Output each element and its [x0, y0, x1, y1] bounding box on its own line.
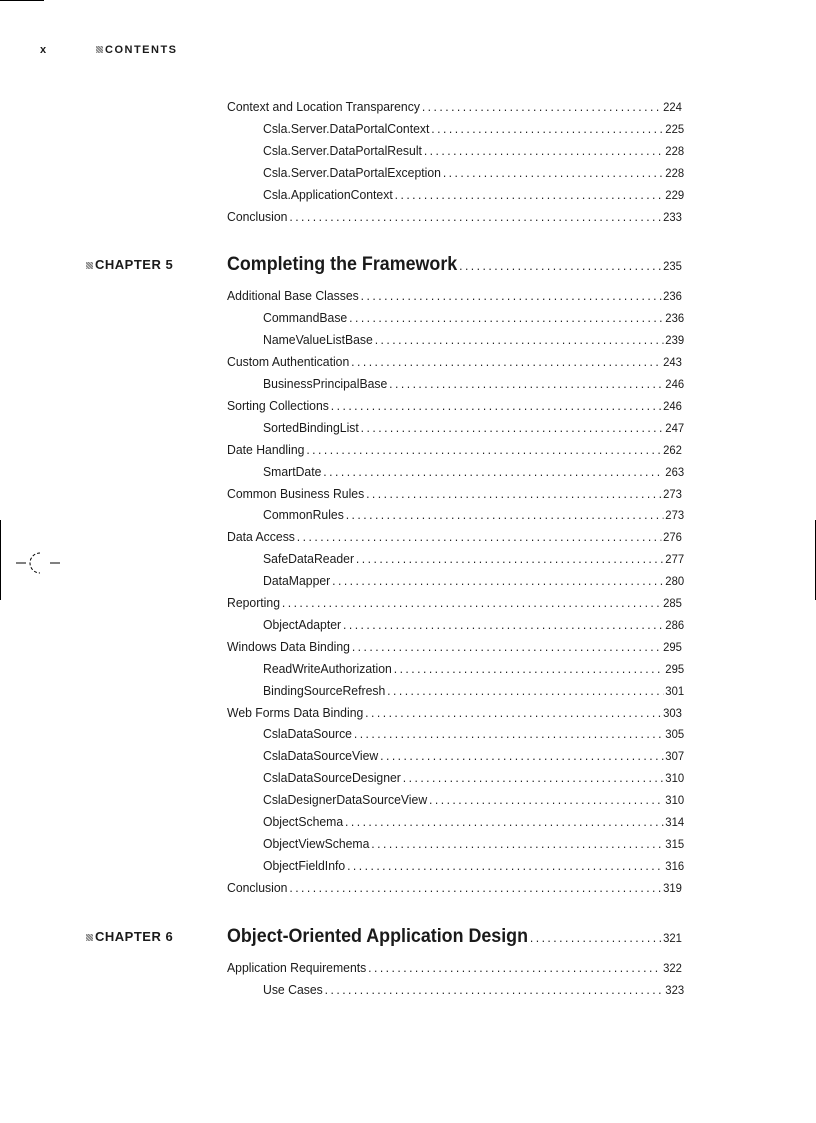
toc-entry-page: 310	[665, 771, 685, 786]
dot-leader	[351, 354, 661, 369]
toc-entry-title: CslaDataSourceDesigner	[263, 770, 401, 786]
toc-entry[interactable]	[263, 165, 684, 180]
toc-entry-page: 301	[665, 683, 685, 698]
section-marker-icon	[96, 46, 103, 53]
toc-entry-page: 286	[665, 617, 685, 632]
toc-entry-page: 262	[663, 442, 682, 457]
toc-entry-page: 224	[663, 100, 682, 114]
toc-entry[interactable]	[227, 209, 682, 224]
dot-leader	[403, 770, 664, 785]
dot-leader	[429, 792, 663, 807]
toc-entry-page: 280	[665, 574, 685, 589]
toc-chapter-entry[interactable]	[227, 926, 682, 948]
toc-entry[interactable]	[263, 187, 684, 202]
dot-leader	[297, 529, 661, 544]
crop-mark-top	[0, 0, 44, 1]
toc-entry[interactable]	[227, 288, 682, 303]
dot-leader	[395, 187, 664, 202]
dot-leader	[422, 99, 661, 114]
dot-leader	[361, 288, 662, 303]
toc-entry-title: Conclusion	[227, 879, 288, 895]
registration-mark-icon	[16, 548, 60, 578]
dot-leader	[352, 639, 661, 654]
toc-entry-title: BindingSourceRefresh	[263, 682, 386, 698]
dot-leader	[375, 332, 664, 347]
toc-entry-title: Sorting Collections	[227, 397, 329, 413]
toc-entry-title: ReadWriteAuthorization	[263, 660, 392, 676]
dot-leader	[424, 143, 664, 158]
toc-entry[interactable]	[227, 960, 682, 975]
dot-leader	[343, 617, 663, 632]
toc-entry[interactable]	[263, 661, 684, 676]
toc-entry[interactable]	[263, 464, 684, 479]
toc-entry-title: SafeDataReader	[263, 551, 355, 567]
crop-mark-left	[0, 520, 1, 600]
toc-entry-page: 315	[665, 836, 685, 851]
toc-entry-title: Completing the Framework	[227, 254, 458, 276]
toc-entry[interactable]	[263, 836, 684, 851]
toc-entry-title: Additional Base Classes	[227, 288, 359, 304]
toc-entry-title: Csla.ApplicationContext	[263, 186, 393, 202]
dot-leader	[365, 705, 661, 720]
toc-entry-title: CommonRules	[263, 507, 344, 523]
toc-entry-page: 243	[663, 355, 682, 370]
toc-entry-page: 319	[663, 880, 682, 895]
dot-leader	[356, 551, 663, 566]
dot-leader	[389, 376, 663, 391]
chapter-label	[86, 929, 173, 944]
toc-entry-page: 273	[665, 508, 685, 523]
dot-leader	[368, 960, 661, 975]
dot-leader	[431, 121, 663, 136]
toc-entry-title: ObjectAdapter	[263, 616, 342, 632]
dot-leader	[459, 258, 661, 273]
chapter-marker-icon	[86, 934, 93, 941]
toc-entry-title: CslaDataSourceView	[263, 748, 379, 764]
toc-entry[interactable]	[263, 573, 684, 588]
toc-entry-title: CslaDataSource	[263, 726, 352, 742]
toc-entry[interactable]	[263, 858, 684, 873]
toc-entry[interactable]	[263, 726, 684, 741]
chapter-number: CHAPTER 5	[95, 257, 174, 273]
dot-leader	[306, 442, 661, 457]
dot-leader	[530, 930, 661, 945]
dot-leader	[289, 880, 661, 895]
toc-entry[interactable]	[263, 143, 684, 158]
toc-entry-page: 235	[663, 259, 682, 274]
toc-entry-page: 263	[665, 464, 685, 479]
toc-entry[interactable]	[227, 529, 682, 544]
toc-entry[interactable]	[263, 310, 684, 325]
toc-chapter-entry[interactable]	[227, 254, 682, 276]
toc-entry[interactable]	[227, 486, 682, 501]
toc-entry[interactable]	[227, 705, 682, 720]
dot-leader	[371, 836, 663, 851]
dot-leader	[325, 982, 664, 997]
toc-entry-page: 276	[663, 530, 682, 545]
toc-entry-title: SmartDate	[263, 463, 322, 479]
dot-leader	[349, 310, 663, 325]
toc-entry-title: Csla.Server.DataPortalResult	[263, 142, 422, 158]
toc-entry-title: Conclusion	[227, 208, 288, 224]
toc-entry[interactable]	[263, 683, 684, 698]
toc-entry-page: 229	[665, 187, 685, 202]
toc-entry-title: ObjectViewSchema	[263, 835, 370, 851]
toc-entry[interactable]	[263, 551, 684, 566]
toc-entry-title: Reporting	[227, 595, 280, 610]
toc-entry-page: 225	[665, 121, 685, 136]
chapter-number: CHAPTER 6	[95, 928, 174, 944]
toc-entry[interactable]	[263, 121, 684, 136]
toc-entry-title: Web Forms Data Binding	[227, 704, 364, 720]
toc-entry-title: Windows Data Binding	[227, 638, 350, 654]
toc-entry[interactable]	[263, 376, 684, 391]
dot-leader	[323, 464, 663, 479]
toc-entry-page: 310	[665, 793, 685, 808]
dot-leader	[332, 573, 663, 588]
toc-entry-title: SortedBindingList	[263, 419, 359, 435]
dot-leader	[289, 209, 661, 224]
toc-entry-title: CommandBase	[263, 310, 348, 326]
toc-entry-page: 246	[663, 398, 682, 413]
toc-entry-page: 303	[663, 705, 682, 720]
dot-leader	[347, 858, 663, 873]
toc-entry-title: Common Business Rules	[227, 485, 365, 501]
dot-leader	[380, 748, 663, 763]
running-header	[40, 44, 178, 56]
toc-entry-title: Csla.Server.DataPortalException	[263, 164, 441, 180]
toc-entry-page: 247	[665, 420, 685, 435]
toc-entry-page: 273	[663, 486, 682, 501]
toc-entry[interactable]	[227, 442, 682, 457]
toc-entry-title: Application Requirements	[227, 959, 367, 975]
dot-leader	[394, 661, 664, 676]
dot-leader	[331, 398, 661, 413]
toc-entry-page: 307	[665, 749, 685, 764]
toc-entry-page: 295	[665, 661, 685, 676]
toc-entry-page: 236	[665, 311, 685, 326]
toc-entry-title: DataMapper	[263, 573, 331, 589]
toc-entry[interactable]	[227, 354, 682, 369]
toc-entry-page: 228	[665, 143, 685, 158]
chapter-marker-icon	[86, 262, 93, 269]
toc-entry[interactable]	[227, 880, 682, 895]
toc-entry[interactable]	[263, 507, 684, 522]
dot-leader	[387, 683, 663, 698]
toc-entry-page: 321	[663, 930, 682, 945]
toc-entry-title: Object-Oriented Application Design	[227, 925, 529, 947]
toc-entry-title: ObjectSchema	[263, 814, 344, 829]
toc-entry-title: Use Cases	[263, 981, 323, 997]
toc-entry-page: 316	[665, 858, 685, 873]
toc-entry[interactable]	[227, 99, 682, 114]
dot-leader	[346, 507, 664, 522]
toc-entry-page: 239	[665, 333, 685, 348]
page-number: x	[40, 44, 48, 56]
toc-entry-title: CslaDesignerDataSourceView	[263, 792, 428, 808]
toc-entry[interactable]	[263, 770, 684, 785]
toc-entry-page: 228	[665, 165, 685, 180]
toc-entry-title: Date Handling	[227, 441, 305, 457]
toc-entry-title: Csla.Server.DataPortalContext	[263, 120, 430, 136]
toc-entry-title: NameValueListBase	[263, 332, 373, 348]
toc-entry[interactable]	[263, 792, 684, 807]
toc-entry-page: 285	[663, 596, 682, 610]
dot-leader	[345, 814, 663, 829]
dot-leader	[366, 486, 661, 501]
toc-entry-title: BusinessPrincipalBase	[263, 376, 388, 391]
toc-entry-page: 295	[663, 639, 682, 654]
toc-entry[interactable]	[263, 982, 684, 997]
toc-entry-title: Context and Location Transparency	[227, 99, 420, 114]
toc-entry-title: Custom Authentication	[227, 354, 350, 370]
toc-entry[interactable]	[263, 617, 684, 632]
toc-entry-page: 233	[663, 209, 682, 224]
toc-entry-page: 246	[665, 377, 685, 391]
toc-entry[interactable]	[227, 398, 682, 413]
section-title: CONTENTS	[105, 44, 178, 56]
toc-entry-title: ObjectFieldInfo	[263, 857, 346, 873]
toc-entry-page: 323	[665, 982, 685, 997]
toc-entry[interactable]	[263, 420, 684, 435]
toc-entry-page: 314	[665, 815, 685, 829]
toc-entry[interactable]	[227, 639, 682, 654]
toc-entry-page: 322	[663, 960, 682, 975]
toc-entry[interactable]	[227, 595, 682, 610]
toc-entry[interactable]	[263, 814, 684, 829]
chapter-label	[86, 257, 173, 272]
toc-entry[interactable]	[263, 332, 684, 347]
dot-leader	[443, 165, 664, 180]
toc-entry-page: 305	[665, 727, 685, 742]
dot-leader	[361, 420, 664, 435]
dot-leader	[282, 595, 661, 610]
toc-entry-title: Data Access	[227, 529, 295, 545]
dot-leader	[354, 726, 664, 741]
toc-entry-page: 277	[665, 552, 685, 567]
toc-entry[interactable]	[263, 748, 684, 763]
toc-entry-page: 236	[663, 289, 682, 304]
